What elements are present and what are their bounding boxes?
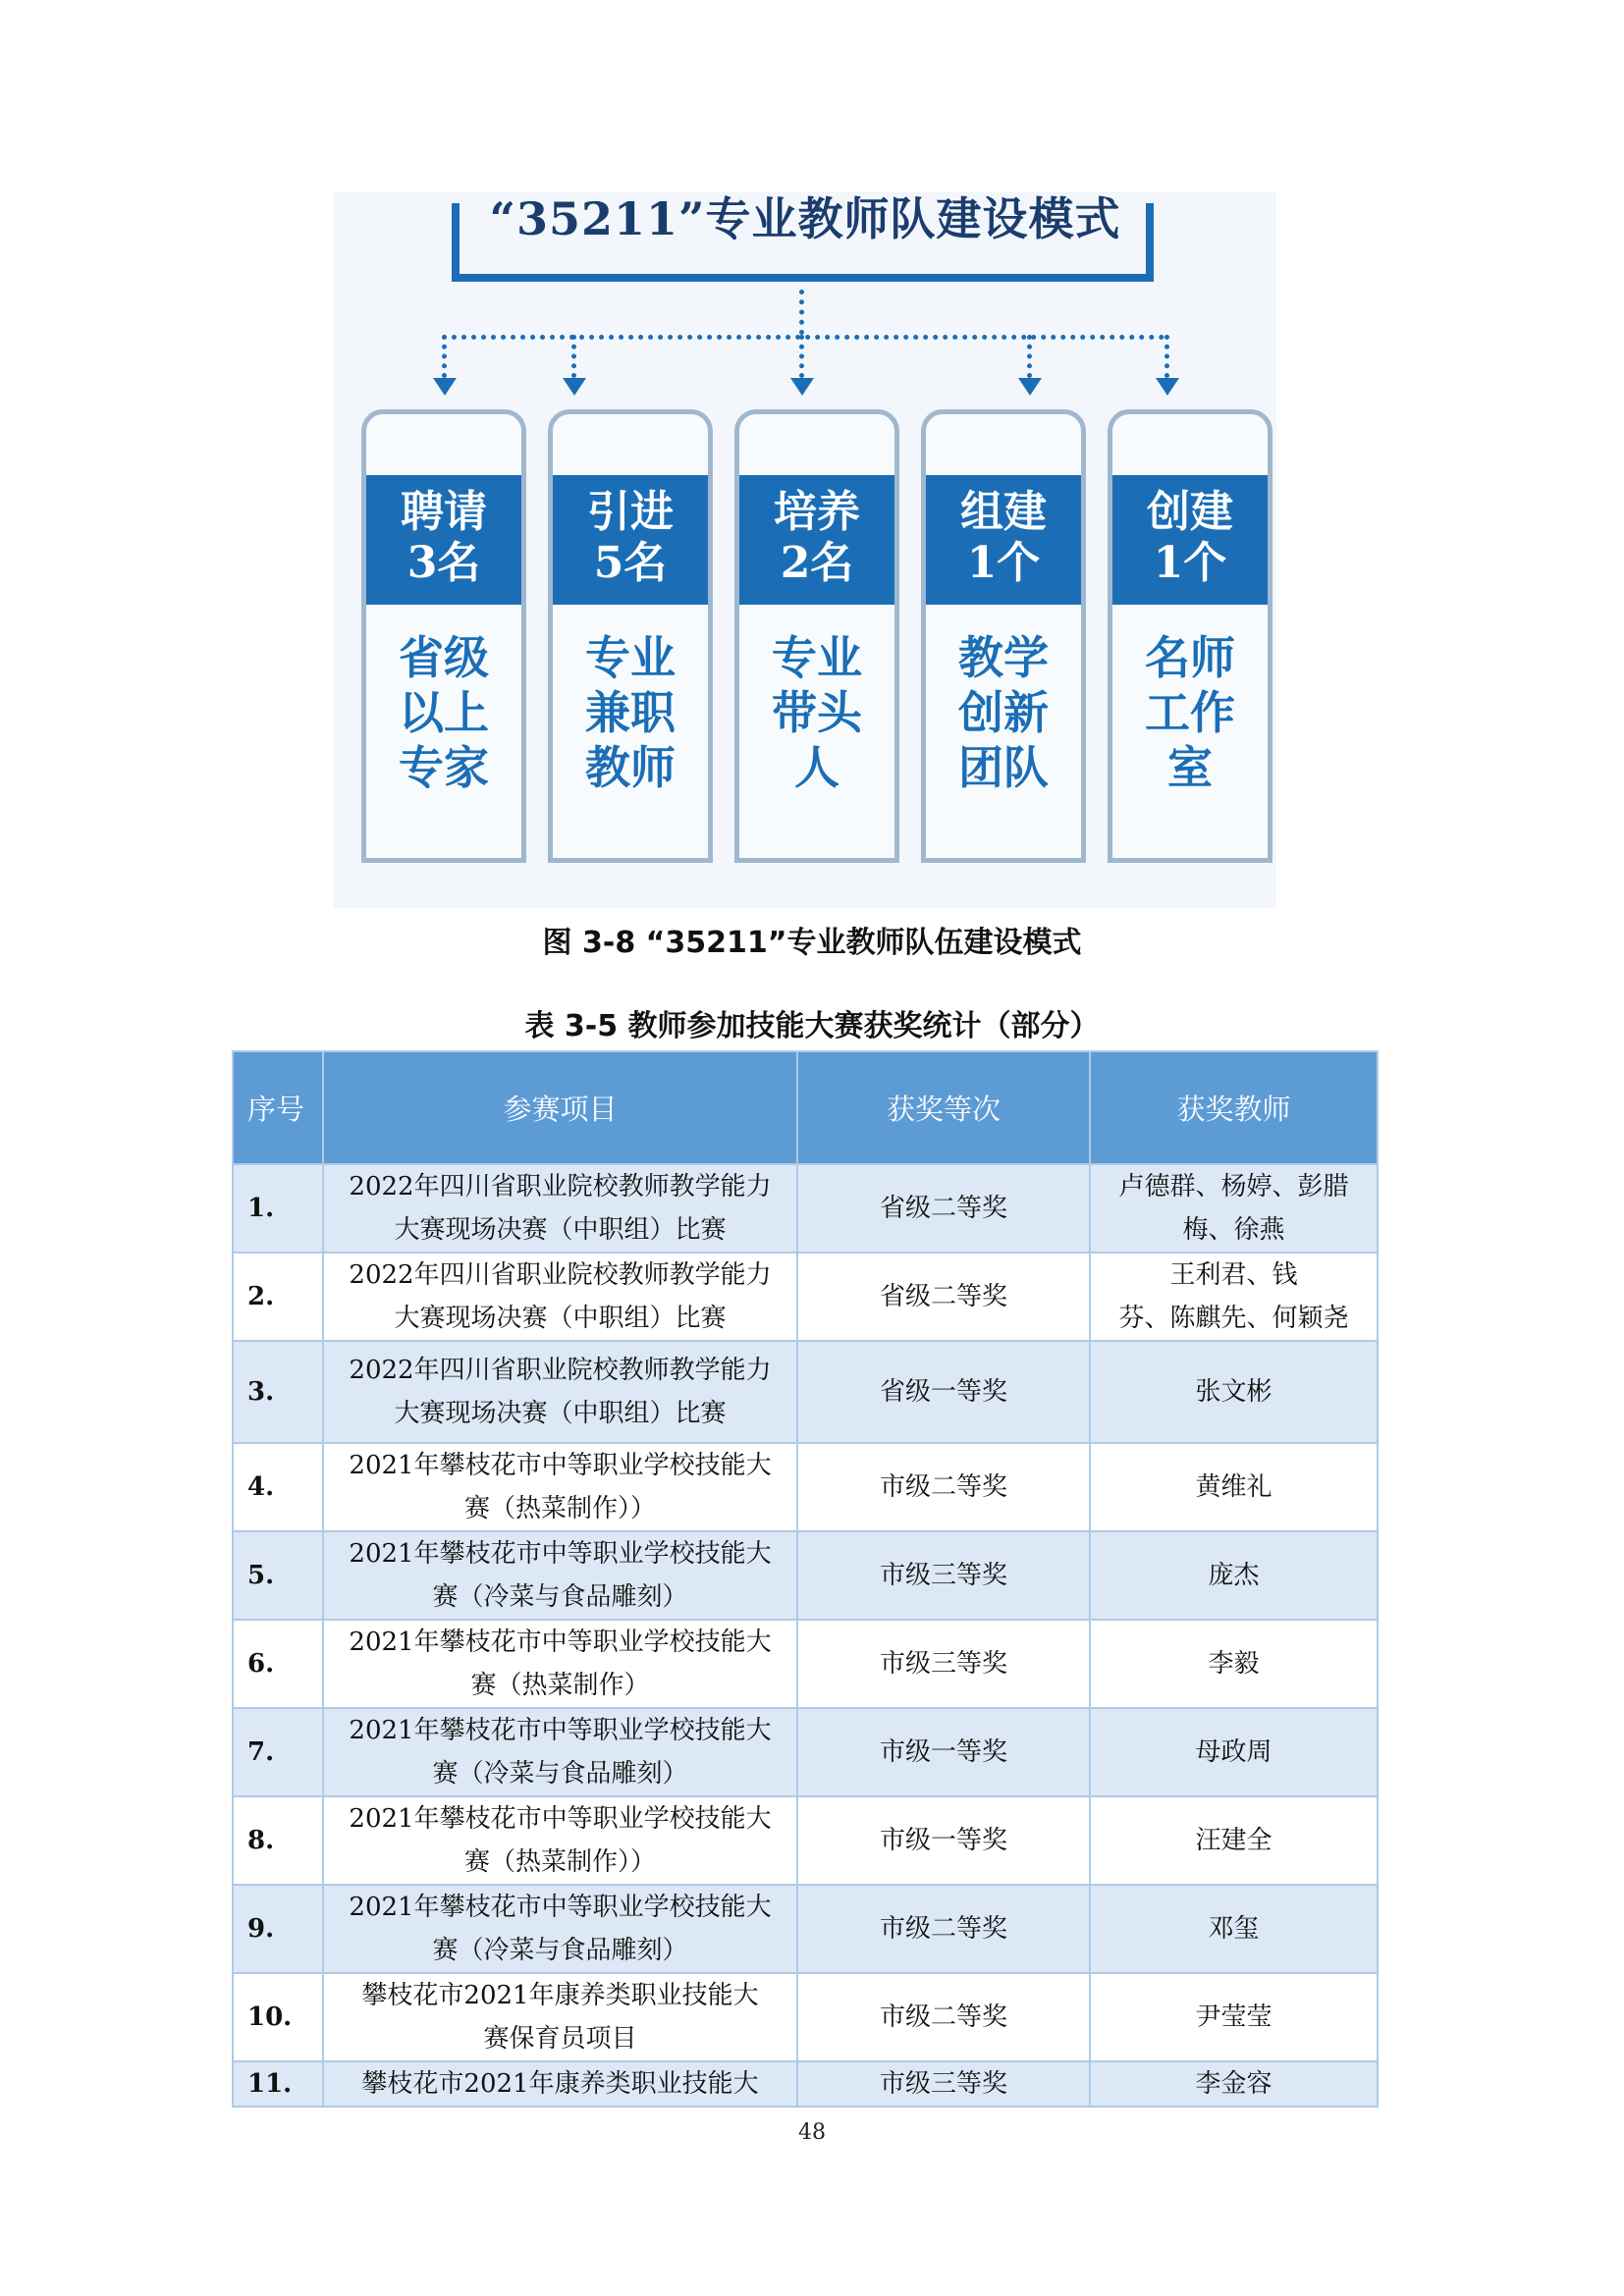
cell-event xyxy=(323,1531,797,1620)
table-row xyxy=(233,1164,1378,1253)
cell-index-text: 7. xyxy=(247,1737,275,1767)
column-body xyxy=(739,630,894,795)
cell-level xyxy=(797,1443,1090,1531)
cell-event-text: 攀枝花市2021年康养类职业技能大 xyxy=(361,1981,759,2010)
cell-teacher xyxy=(1090,1885,1378,1973)
cell-event-text: 攀枝花市2021年康养类职业技能大 xyxy=(361,2069,759,2099)
cell-teacher-text: 芬、陈麒先、何颖尧 xyxy=(1118,1304,1349,1333)
cell-teacher-text: 黄维礼 xyxy=(1195,1472,1272,1502)
cell-index-text: 5. xyxy=(247,1561,275,1590)
cell-teacher xyxy=(1090,1973,1378,2061)
cell-level xyxy=(797,2061,1090,2107)
table-row xyxy=(233,1973,1378,2061)
cell-event-text: 2022年四川省职业院校教师教学能力 xyxy=(349,1172,772,1201)
cell-level xyxy=(797,1253,1090,1341)
diagram-column-5 xyxy=(1108,409,1272,863)
arrow-down-icon xyxy=(433,378,457,396)
cell-index xyxy=(233,1253,323,1341)
diagram-column-3 xyxy=(734,409,899,863)
header-event: 参赛项目 xyxy=(323,1051,797,1164)
cell-event-text: 赛（热菜制作）） xyxy=(463,1847,656,1877)
column-body-line: 创新 xyxy=(958,686,1049,739)
connector-drop-2 xyxy=(571,335,576,378)
cell-event xyxy=(323,1708,797,1796)
cell-event xyxy=(323,1973,797,2061)
column-body-line: 专业 xyxy=(585,631,676,684)
column-body-line: 兼职 xyxy=(585,686,676,739)
cell-level-text: 市级二等奖 xyxy=(879,1914,1007,1944)
cell-index xyxy=(233,1796,323,1885)
cell-teacher xyxy=(1090,1341,1378,1443)
cell-index-text: 9. xyxy=(247,1914,275,1944)
table-row xyxy=(233,1708,1378,1796)
column-head-line: 5名 xyxy=(593,538,668,588)
column-body-line: 人 xyxy=(794,741,839,794)
cell-teacher xyxy=(1090,1796,1378,1885)
cell-event xyxy=(323,2061,797,2107)
cell-level-text: 市级三等奖 xyxy=(879,1561,1007,1590)
cell-teacher xyxy=(1090,1708,1378,1796)
column-head xyxy=(553,475,708,605)
column-body xyxy=(1112,630,1268,795)
team-building-diagram xyxy=(334,191,1276,908)
cell-index xyxy=(233,1973,323,2061)
diagram-title: “35211”专业教师队建设模式 xyxy=(489,192,1121,245)
column-body-line: 教学 xyxy=(958,631,1049,684)
cell-level-text: 省级一等奖 xyxy=(879,1377,1007,1407)
cell-level xyxy=(797,1620,1090,1708)
header-index: 序号 xyxy=(233,1051,323,1164)
table-row xyxy=(233,1443,1378,1531)
cell-level xyxy=(797,1708,1090,1796)
arrow-down-icon xyxy=(563,378,586,396)
column-body-line: 专家 xyxy=(399,741,489,794)
column-head-line: 组建 xyxy=(960,487,1047,537)
table-row xyxy=(233,1253,1378,1341)
cell-teacher-text: 卢德群、杨婷、彭腊 xyxy=(1118,1172,1349,1201)
cell-teacher xyxy=(1090,1443,1378,1531)
column-body-line: 室 xyxy=(1167,741,1213,794)
award-table xyxy=(232,1050,1379,2108)
cell-event-text: 2021年攀枝花市中等职业学校技能大 xyxy=(349,1804,772,1834)
cell-level-text: 市级三等奖 xyxy=(879,1649,1007,1679)
page-number: 48 xyxy=(798,2120,826,2145)
column-head-line: 1个 xyxy=(966,538,1041,588)
connector-drop-3 xyxy=(799,335,804,378)
cell-event xyxy=(323,1443,797,1531)
cell-event xyxy=(323,1341,797,1443)
column-head-line: 创建 xyxy=(1147,487,1233,537)
cell-event-text: 2021年攀枝花市中等职业学校技能大 xyxy=(349,1451,772,1480)
cell-event-text: 2021年攀枝花市中等职业学校技能大 xyxy=(349,1539,772,1569)
header-teacher: 获奖教师 xyxy=(1090,1051,1378,1164)
column-head xyxy=(739,475,894,605)
cell-teacher-text: 邓玺 xyxy=(1208,1914,1260,1944)
cell-index xyxy=(233,1620,323,1708)
cell-teacher-text: 李毅 xyxy=(1208,1649,1260,1679)
cell-event xyxy=(323,1796,797,1885)
table-header-row xyxy=(233,1051,1378,1164)
column-body-line: 工作 xyxy=(1145,686,1235,739)
cell-index-text: 3. xyxy=(247,1377,275,1407)
figure-caption: 图 3-8 “35211”专业教师队伍建设模式 xyxy=(542,926,1082,960)
column-body xyxy=(366,630,521,795)
table-row xyxy=(233,1620,1378,1708)
column-head-line: 3名 xyxy=(406,538,481,588)
cell-level xyxy=(797,1796,1090,1885)
cell-teacher-text: 李金容 xyxy=(1195,2069,1272,2099)
cell-event-text: 2022年四川省职业院校教师教学能力 xyxy=(349,1260,772,1290)
diagram-column-1 xyxy=(361,409,526,863)
cell-teacher-text: 尹莹莹 xyxy=(1195,2002,1272,2032)
column-body-line: 名师 xyxy=(1145,631,1235,684)
table-row xyxy=(233,1796,1378,1885)
cell-level-text: 省级二等奖 xyxy=(879,1282,1007,1311)
arrow-down-icon xyxy=(1018,378,1042,396)
arrow-down-icon xyxy=(1156,378,1179,396)
connector-trunk xyxy=(799,290,804,335)
column-body xyxy=(926,630,1081,795)
cell-event-text: 赛（热菜制作） xyxy=(470,1671,650,1700)
arrow-down-icon xyxy=(790,378,814,396)
cell-teacher xyxy=(1090,1531,1378,1620)
cell-index-text: 2. xyxy=(247,1282,275,1311)
diagram-column-2 xyxy=(548,409,713,863)
cell-index-text: 11. xyxy=(247,2069,293,2099)
cell-level xyxy=(797,1164,1090,1253)
table-row xyxy=(233,1341,1378,1443)
cell-level xyxy=(797,1885,1090,1973)
cell-event-text: 赛（冷菜与食品雕刻） xyxy=(432,1759,688,1789)
column-head-line: 2名 xyxy=(780,538,854,588)
column-body-line: 专业 xyxy=(772,631,862,684)
column-head-line: 聘请 xyxy=(401,487,487,537)
cell-event-text: 赛（冷菜与食品雕刻） xyxy=(432,1582,688,1612)
cell-event-text: 大赛现场决赛（中职组）比赛 xyxy=(394,1215,727,1245)
cell-level-text: 省级二等奖 xyxy=(879,1194,1007,1223)
header-level: 获奖等次 xyxy=(797,1051,1090,1164)
cell-event-text: 大赛现场决赛（中职组）比赛 xyxy=(394,1399,727,1428)
column-body xyxy=(553,630,708,795)
cell-event-text: 2021年攀枝花市中等职业学校技能大 xyxy=(349,1716,772,1745)
cell-event xyxy=(323,1885,797,1973)
cell-teacher-text: 王利君、钱 xyxy=(1169,1260,1298,1290)
column-head-line: 引进 xyxy=(587,487,674,537)
table-row xyxy=(233,1885,1378,1973)
cell-teacher-text: 梅、徐燕 xyxy=(1182,1215,1285,1245)
cell-teacher xyxy=(1090,2061,1378,2107)
table-body xyxy=(233,1164,1378,2107)
table-row xyxy=(233,2061,1378,2107)
cell-index xyxy=(233,1531,323,1620)
cell-event-text: 2022年四川省职业院校教师教学能力 xyxy=(349,1356,772,1385)
cell-level-text: 市级二等奖 xyxy=(879,2002,1007,2032)
cell-teacher-text: 张文彬 xyxy=(1195,1377,1272,1407)
cell-index xyxy=(233,1443,323,1531)
connector-drop-5 xyxy=(1164,335,1169,378)
cell-teacher xyxy=(1090,1620,1378,1708)
column-body-line: 教师 xyxy=(585,741,676,794)
cell-event-text: 赛（冷菜与食品雕刻） xyxy=(432,1936,688,1965)
cell-level-text: 市级二等奖 xyxy=(879,1472,1007,1502)
cell-teacher xyxy=(1090,1164,1378,1253)
cell-index-text: 10. xyxy=(247,2002,293,2032)
cell-level xyxy=(797,1531,1090,1620)
column-body-line: 带头 xyxy=(772,686,862,739)
cell-event xyxy=(323,1164,797,1253)
column-head xyxy=(926,475,1081,605)
cell-event-text: 2021年攀枝花市中等职业学校技能大 xyxy=(349,1628,772,1657)
cell-event-text: 大赛现场决赛（中职组）比赛 xyxy=(394,1304,727,1333)
cell-index xyxy=(233,1885,323,1973)
cell-index-text: 4. xyxy=(247,1472,275,1502)
column-head-line: 培养 xyxy=(774,487,860,537)
cell-event xyxy=(323,1253,797,1341)
cell-index-text: 1. xyxy=(247,1194,275,1223)
cell-event-text: 赛保育员项目 xyxy=(483,2024,637,2054)
connector-drop-4 xyxy=(1027,335,1032,378)
cell-teacher-text: 母政周 xyxy=(1195,1737,1272,1767)
cell-level xyxy=(797,1973,1090,2061)
cell-index xyxy=(233,2061,323,2107)
cell-index xyxy=(233,1164,323,1253)
table-caption: 表 3-5 教师参加技能大赛获奖统计（部分） xyxy=(524,1009,1100,1043)
cell-level-text: 市级一等奖 xyxy=(879,1826,1007,1855)
column-head xyxy=(1112,475,1268,605)
cell-teacher xyxy=(1090,1253,1378,1341)
cell-level xyxy=(797,1341,1090,1443)
connector-drop-1 xyxy=(442,335,447,378)
cell-index xyxy=(233,1341,323,1443)
cell-teacher-text: 庞杰 xyxy=(1208,1561,1260,1590)
cell-index xyxy=(233,1708,323,1796)
cell-level-text: 市级一等奖 xyxy=(879,1737,1007,1767)
column-body-line: 团队 xyxy=(958,741,1049,794)
cell-event-text: 赛（热菜制作）） xyxy=(463,1494,656,1523)
diagram-column-4 xyxy=(921,409,1086,863)
column-body-line: 省级 xyxy=(399,631,489,684)
cell-level-text: 市级三等奖 xyxy=(879,2069,1007,2099)
column-body-line: 以上 xyxy=(399,686,489,739)
table-row xyxy=(233,1531,1378,1620)
column-head-line: 1个 xyxy=(1153,538,1227,588)
column-head xyxy=(366,475,521,605)
cell-teacher-text: 汪建全 xyxy=(1195,1826,1272,1855)
cell-index-text: 6. xyxy=(247,1649,275,1679)
cell-event xyxy=(323,1620,797,1708)
cell-index-text: 8. xyxy=(247,1826,275,1855)
cell-event-text: 2021年攀枝花市中等职业学校技能大 xyxy=(349,1893,772,1922)
